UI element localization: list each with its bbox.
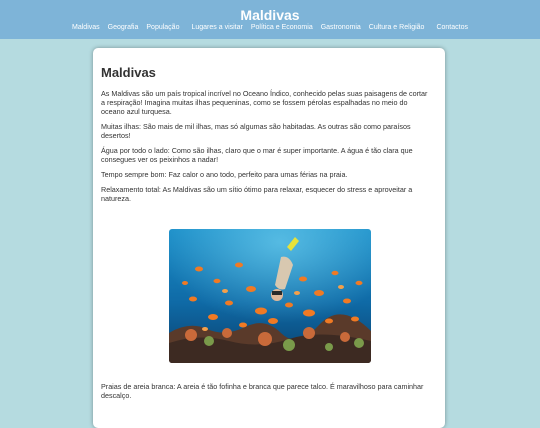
weather-paragraph: Tempo sempre bom: Faz calor o ano todo, perfeito para umas férias na praia. <box>101 170 348 179</box>
article-body <box>101 89 431 209</box>
nav-contactos[interactable]: Contactos <box>436 24 468 31</box>
beaches-paragraph: Praias de areia branca: A areia é tão fofinha e branca que parece talco. É maravilhoso para caminhar descalço. <box>101 382 424 400</box>
nav-maldivas[interactable]: Maldivas <box>72 24 100 31</box>
site-header <box>0 0 540 39</box>
nav-gastronomia[interactable]: Gastronomia <box>320 24 361 31</box>
intro-paragraph: As Maldivas são um país tropical incrível no Oceano Índico, conhecido pelas suas paisagens de cortar a respiração! Imagina muitas ilhas pequeninas, como se fossem pérolas espalhadas no meio do oceano azul turquesa. <box>101 89 428 116</box>
islands-paragraph: Muitas ilhas: São mais de mil ilhas, mas só algumas são habitadas. As outras são como paraísos desertos! <box>101 122 411 140</box>
nav-cultura[interactable]: Cultura e Religião <box>368 24 425 31</box>
nav-politica[interactable]: Política e Economia <box>250 24 313 31</box>
main-nav <box>0 24 540 31</box>
content-card <box>93 48 445 428</box>
nav-lugares[interactable]: Lugares a visitar <box>191 24 243 31</box>
nav-geografia[interactable]: Geografia <box>107 24 139 31</box>
nav-populacao[interactable]: População <box>146 24 180 31</box>
relax-paragraph: Relaxamento total: As Maldivas são um sítio ótimo para relaxar, esquecer do stress e aproveitar a natureza. <box>101 185 413 203</box>
page-title: Maldivas <box>101 65 156 80</box>
water-paragraph: Água por todo o lado: Como são ilhas, claro que o mar é super importante. A água é tão clara que consegues ver os peixinhos a nadar! <box>101 146 413 164</box>
underwater-photo <box>169 229 371 363</box>
site-title: Maldivas <box>240 7 300 23</box>
